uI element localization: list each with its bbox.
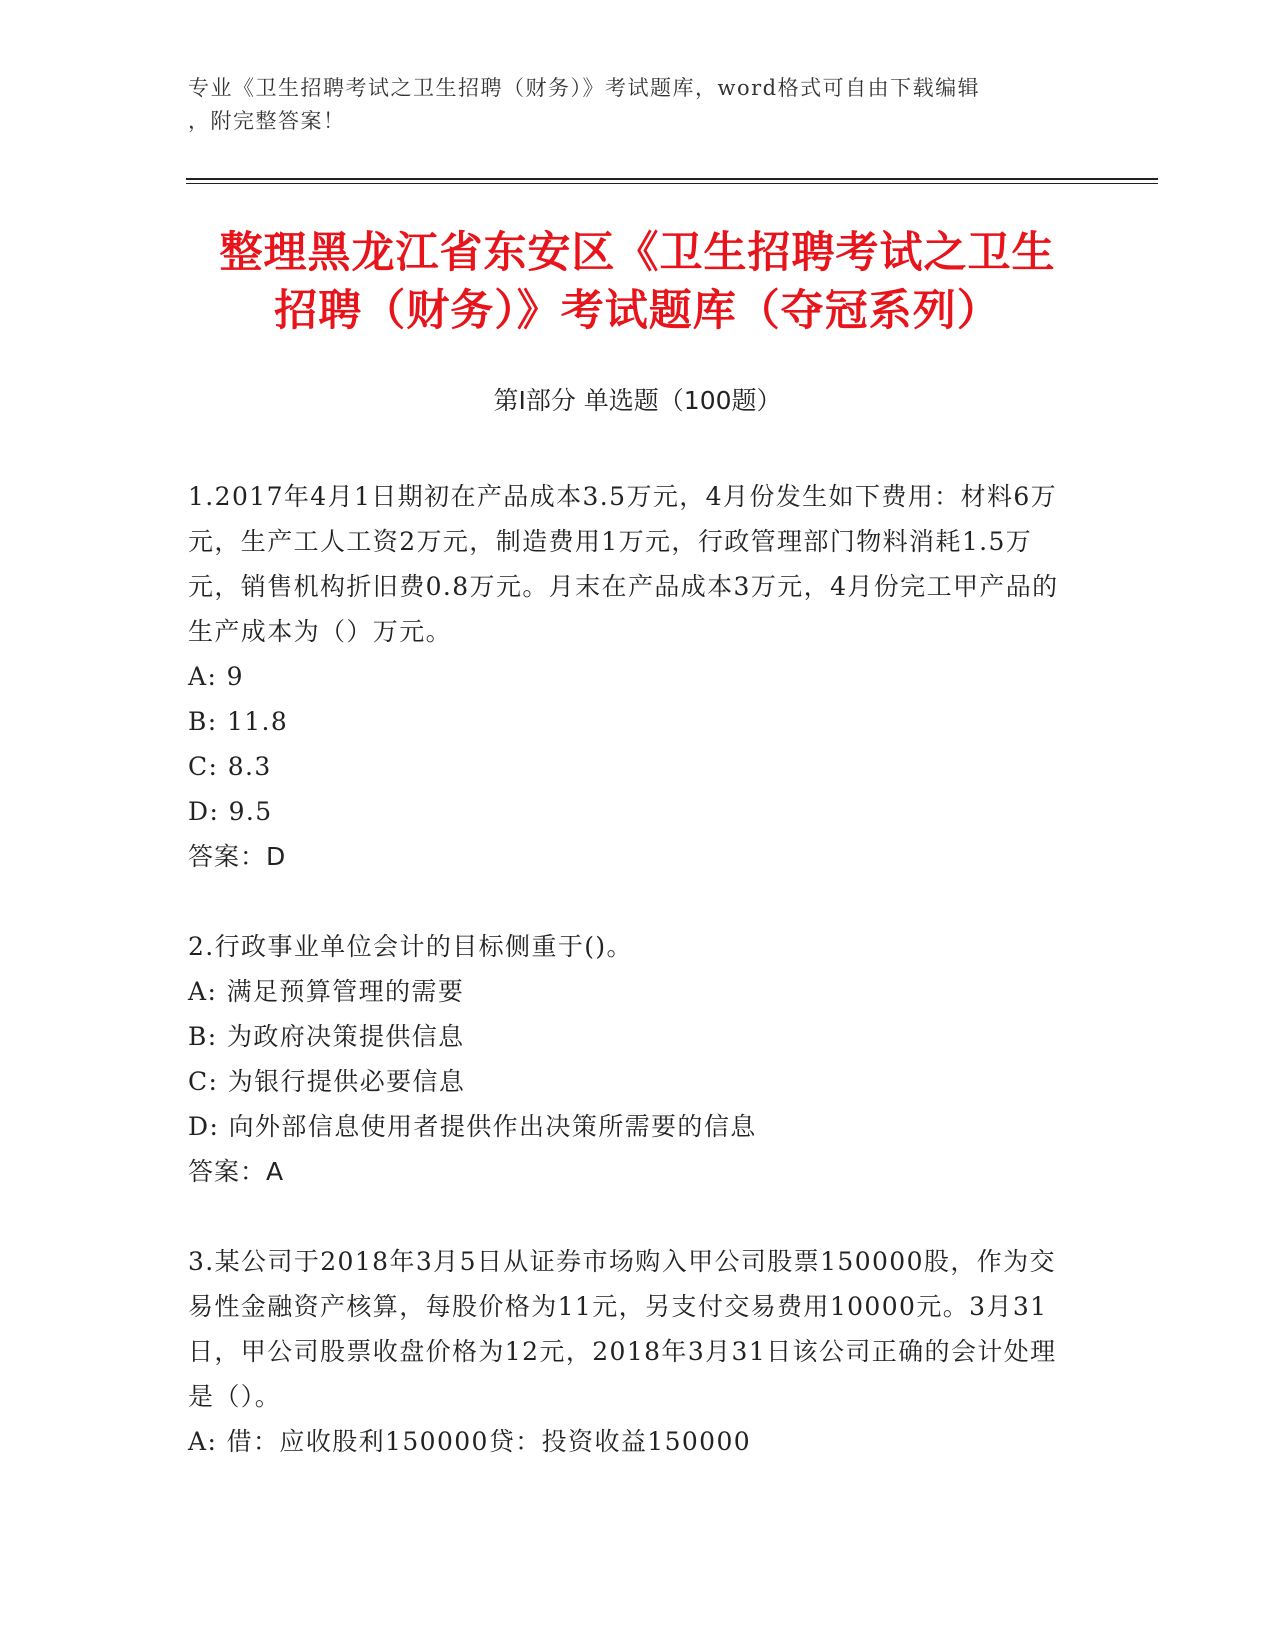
answer: 答案：D bbox=[188, 842, 287, 871]
option-a: A: 满足预算管理的需要 bbox=[188, 977, 465, 1006]
header-rule-thick bbox=[186, 178, 1158, 180]
page-header bbox=[188, 72, 1068, 138]
option-b: B: 11.8 bbox=[188, 707, 289, 736]
document-title bbox=[150, 224, 1125, 340]
option-b: B: 为政府决策提供信息 bbox=[188, 1022, 465, 1051]
option-a: A: 9 bbox=[188, 662, 244, 691]
question-stem: 1.2017年4月1日期初在产品成本3.5万元，4月份发生如下费用：材料6万元，生产工人工资2万元，制造费用1万元，行政管理部门物料消耗1.5万元，销售机构折旧费0.8万元。月末在产品成本3万元，4月份完工甲产品的生产成本为（）万元。 bbox=[188, 482, 1059, 646]
title-line-1: 整理黑龙江省东安区《卫生招聘考试之卫生 bbox=[219, 228, 1056, 278]
header-line-1: 专业《卫生招聘考试之卫生招聘（财务）》考试题库，word格式可自由下载编辑 bbox=[188, 76, 981, 100]
answer: 答案：A bbox=[188, 1157, 285, 1186]
header-line-2: ，附完整答案！ bbox=[188, 109, 346, 133]
question-3 bbox=[188, 1239, 1068, 1464]
option-c: C: 8.3 bbox=[188, 752, 272, 781]
question-2 bbox=[188, 924, 1068, 1194]
option-d: D: 向外部信息使用者提供作出决策所需要的信息 bbox=[188, 1112, 757, 1141]
spacer bbox=[188, 879, 1068, 924]
question-stem: 3.某公司于2018年3月5日从证券市场购入甲公司股票150000股，作为交易性金融资产核算，每股价格为11元，另支付交易费用10000元。3月31日，甲公司股票收盘价格为12元，2018年3月31日该公司正确的会计处理是（）。 bbox=[188, 1247, 1057, 1411]
option-c: C: 为银行提供必要信息 bbox=[188, 1067, 466, 1096]
question-1 bbox=[188, 474, 1068, 879]
option-d: D: 9.5 bbox=[188, 797, 273, 826]
section-heading: 第Ⅰ部分 单选题（100题） bbox=[493, 386, 782, 415]
title-line-2: 招聘（财务）》考试题库（夺冠系列） bbox=[274, 286, 1001, 336]
header-rule-thin bbox=[186, 183, 1158, 184]
option-a: A: 借：应收股利150000贷：投资收益150000 bbox=[188, 1427, 752, 1456]
question-list bbox=[188, 474, 1068, 1464]
question-stem: 2.行政事业单位会计的目标侧重于()。 bbox=[188, 932, 633, 961]
spacer bbox=[188, 1194, 1068, 1239]
